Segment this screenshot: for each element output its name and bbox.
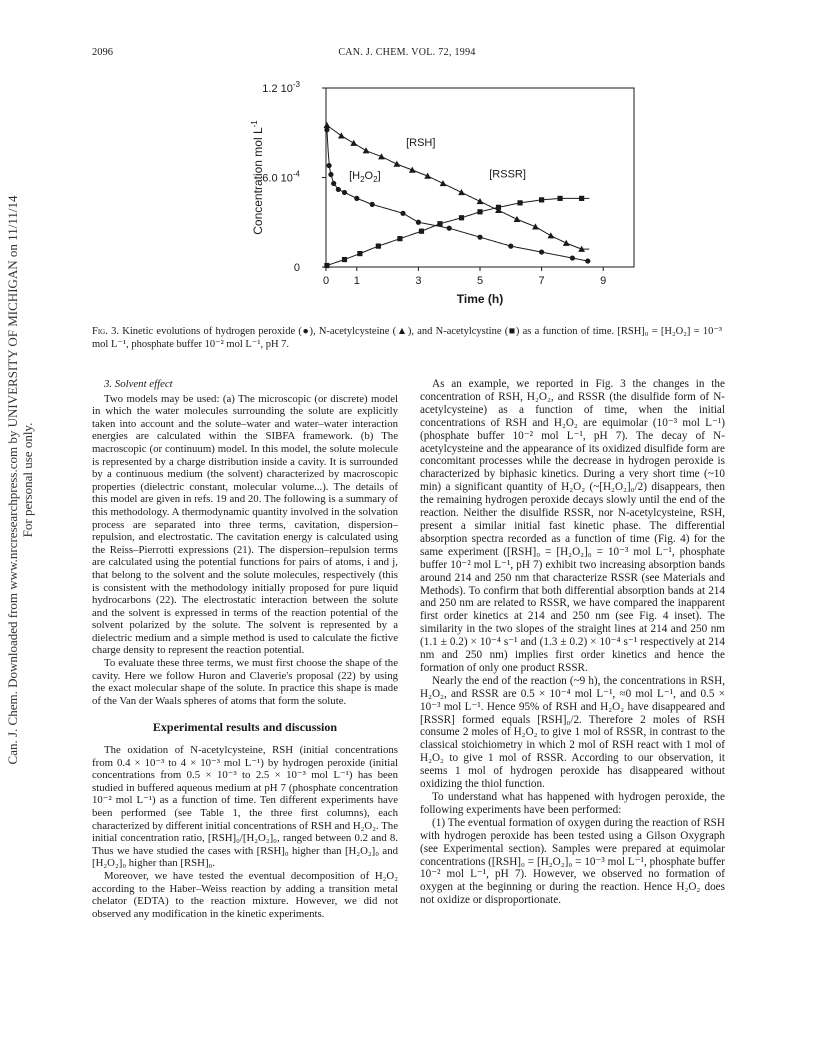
rsh-point — [363, 147, 370, 153]
rsh-point — [324, 122, 331, 128]
x-axis-title: Time (h) — [456, 292, 504, 306]
h2o2-point — [447, 226, 452, 231]
rssr-point — [459, 215, 464, 220]
paragraph: Nearly the end of the reaction (~9 h), the concentrations in RSH, H₂O₂, and RSSR are 0.5 × 10⁻⁴ mol L⁻¹, ≈0 mol L⁻¹, and 0.5 × 10⁻³ mol L⁻¹. Hence 95% of RSH and H₂O₂ have disappeared and [RSSR] formed equals [RSH]₀/2. Therefore 2 moles of RSH consume 2 moles of H₂O₂ to give 1 mol of RSSR, in contrast to the classical stoichiometry in which 2 mol of RSH react with 1 mol of H₂O₂ to give 1 mol of RSSR. According to our observation, it seems 1 mol of hydrogen peroxide has disappeared without oxidizing the thiol function. — [420, 674, 725, 791]
h2o2-point — [477, 235, 482, 240]
rssr-point — [539, 197, 544, 202]
paragraph: Two models may be used: (a) The microscopic (or discrete) model in which the water molecules surrounding the solute are explicitly taken into account and the solute–water and water–water interaction energies are calculated within the SIBFA framework. (b) The macroscopic (or continuum) model. In this model, the solute molecule is represented by a charge distribution inside a cavity. It is surrounded by a continuous medium (the solvent) characterized by macroscopic properties (dielectric constant, molecular volume...). The details of this model are given in refs. 19 and 20. The following is a summary of this methodology. A thermodynamic quantity involved in the solvation process are separated into three terms, cavitation, dispersion–repulsion, and electrostatic. The cavitation energy is calculated using the Reiss–Pierrotti expressions (21). The dispersion–repulsion terms are calculated using the potential functions for pairs of atoms, i and j, that belong to the solvent and the solute molecules, respectively (this is consistent with the methodology initially proposed for pure liquid hydrocarbons (22). The electrostatic interaction between the solute and the solvent is expressed in terms of the reaction potential of the solvent polarized by the solute. The solvent is represented by a dielectric medium and a simple method is used to calculate the fictive charge density to represent the reaction potential. — [92, 392, 398, 657]
h2o2-point — [336, 187, 341, 192]
h2o2-point — [570, 255, 575, 260]
h2o2-point — [326, 163, 331, 168]
h2o2-point — [508, 244, 513, 249]
h2o2-point — [539, 249, 544, 254]
y-axis-title: Concentration mol $L^{-1}$ — [250, 120, 265, 235]
page-number: 2096 — [92, 47, 113, 58]
h2o2-point — [370, 202, 375, 207]
h2o2-label-part: 2 — [360, 174, 365, 184]
rssr-point — [324, 263, 329, 268]
right-column — [420, 378, 725, 907]
paragraph: The oxidation of N-acetylcysteine, RSH (initial concentrations from 0.4 × 10⁻³ to 4 × 10⁻³ mol L⁻¹) by hydrogen peroxide (initial concentrations from 0.5 × 10⁻³ to 2.5 × 10⁻³ mol L⁻¹) has been studied in buffered aqueous medium at pH 7 (phosphate concentration 10⁻² mol L⁻¹) as a function of time. Ten different experiments have been performed (see Table 1, the three first columns), each characterized by different initial concentrations of RSH and H₂O₂. The initial concentration ratio, [RSH]₀/[H₂O₂]₀, ranged between 0.2 and 8. Thus we have studied the cases with [RSH]₀ higher than [H₂O₂]₀ and [H₂O₂]₀ higher than [RSH]₀. — [92, 744, 398, 870]
left-column — [92, 378, 398, 920]
rssr-point — [376, 244, 381, 249]
rsh-point — [338, 132, 345, 138]
watermark-line-1: Can. J. Chem. Downloaded from www.nrcresearchpress.com by UNIVERSITY OF MICHIGAN on 11/11/14 — [5, 195, 20, 765]
rsh-point — [532, 223, 539, 229]
paragraph: As an example, we reported in Fig. 3 the changes in the concentration of RSH, H₂O₂, and RSSR (the disulfide form of N-acetylcysteine) as a function of time, when the initial concentrations of RSH and H₂O₂ are equimolar (10⁻³ mol L⁻¹) (phosphate buffer 10⁻² mol L⁻¹, pH 7). The decay of N-acetylcysteine and the appearance of its oxidized disulfide form are concomitant processes while the decrease in hydrogen peroxide is characterized by biphasic kinetics. During a very short time (~10 min) a significant quantity of H₂O₂ (~[H₂O₂]₀/2) disappears, then the remaining hydrogen peroxide decays slowly until the end of the reaction. Neither the disulfide RSSR, nor N-acetylcysteine, RSH, present a similar initial fast kinetic phase. The differential absorption spectra recorded as a function of time (Fig. 4) for the same experiment ([RSH]₀ = [H₂O₂]₀ = 10⁻³ mol L⁻¹, phosphate buffer 10⁻² mol L⁻¹, pH 7) exhibit two increasing absorption bands around 214 and 250 nm that characterize RSSR (see Materials and Methods). To confirm that both differential absorption bands at 214 and 250 nm are related to RSSR, we have compared the inapparent first order kinetics at 214 and 250 nm (see Fig. 4 inset). The similarity in the two slopes of the straight lines at 214 and 250 nm (1.1 ± 0.2) × 10⁻⁴ s⁻¹ and (1.3 ± 0.2) × 10⁻⁴ s⁻¹ respectively at 214 nm and 250 nm) implies first order kinetics and hence the formation of only one product RSSR. — [420, 378, 725, 674]
y-tick-label: 1.2 $10^{-3}$ — [262, 80, 300, 95]
rssr-point — [517, 200, 522, 205]
caption-text: Kinetic evolutions of hydrogen peroxide (●), N-acetylcysteine (▲), and N-acetylcystine (■) as a function of time. [RSH]₀ = [H₂O₂] = 10⁻³ mol L⁻¹, phosphate buffer 10⁻² mol L⁻¹, pH 7. — [92, 326, 723, 350]
watermark-line-2: For personal use only. — [20, 422, 35, 538]
paragraph: Moreover, we have tested the eventual decomposition of H₂O₂ according to the Haber–Weiss reaction by adding a transition metal chelator (EDTA) to the reaction mixture. However, we did not observed any modification in the kinetic experiments. — [92, 869, 398, 920]
rssr-point — [397, 236, 402, 241]
h2o2-point — [585, 258, 590, 263]
rssr-point — [557, 196, 562, 201]
y-tick-exponent: -3 — [292, 80, 300, 89]
rsh-point — [393, 161, 400, 167]
x-tick-label: 5 — [476, 275, 484, 287]
rsh-point — [563, 240, 570, 246]
x-tick-label: 0 — [322, 275, 330, 287]
y-tick-label: 0 — [293, 262, 300, 274]
h2o2-label-part: 2 — [373, 174, 378, 184]
rssr-fit-curve — [327, 198, 589, 265]
rsh-point — [350, 140, 357, 146]
figure-caption — [92, 325, 722, 351]
rsh-point — [514, 216, 521, 222]
h2o2-label-part: O — [364, 169, 374, 182]
rssr-point — [496, 205, 501, 210]
h2o2-point — [342, 190, 347, 195]
y-tick-exponent: -4 — [292, 169, 300, 179]
rssr-point — [342, 257, 347, 262]
h2o2-point — [400, 211, 405, 216]
h2o2-point — [328, 172, 333, 177]
rsh-series-label: [RSH] — [406, 137, 436, 150]
rsh-point — [458, 189, 465, 195]
y-tick-label: 6.0 $10^{-4}$ — [262, 169, 300, 185]
x-tick-label: 3 — [415, 275, 422, 287]
caption-label: Fig. 3. — [92, 326, 119, 337]
kinetics-chart — [0, 0, 813, 320]
running-title: CAN. J. CHEM. VOL. 72, 1994 — [338, 47, 476, 58]
x-tick-label: 7 — [538, 275, 545, 287]
rsh-point — [440, 180, 447, 186]
figure-3 — [0, 0, 813, 320]
paragraph: To understand what has happened with hydrogen peroxide, the following experiments have been performed: — [420, 791, 725, 816]
rsh-point — [547, 232, 554, 238]
paragraph: To evaluate these three terms, we must first choose the shape of the cavity. Here we follow Huron and Claverie's proposal (22) by using the exact molecular shape of the solute. In practice this shape is made of the Van der Waals spheres of atoms that form the solute. — [92, 657, 398, 707]
rsh-point — [424, 173, 431, 179]
x-tick-label: 1 — [353, 275, 360, 287]
h2o2-point — [331, 181, 336, 186]
rssr-point — [477, 209, 482, 214]
x-tick-label: 9 — [600, 275, 607, 287]
h2o2-point — [324, 127, 329, 132]
section-subheading: 3. Solvent effect — [104, 378, 173, 390]
h2o2-label-part: ] — [377, 169, 381, 182]
h2o2-point — [416, 220, 421, 225]
rssr-point — [357, 251, 362, 256]
section-heading: Experimental results and discussion — [152, 720, 338, 735]
h2o2-series-label: $[H_2O_2]$ — [349, 169, 381, 184]
rssr-point — [437, 221, 442, 226]
rssr-point — [579, 196, 584, 201]
rssr-point — [419, 229, 424, 234]
rssr-series-label: [RSSR] — [489, 168, 526, 181]
y-axis-title-exponent: -1 — [250, 120, 259, 128]
rsh-point — [409, 167, 416, 173]
rsh-point — [477, 198, 484, 204]
rsh-point — [378, 153, 385, 159]
paragraph: (1) The eventual formation of oxygen during the reaction of RSH with hydrogen peroxide has been tested using a Gilson Oxygraph (see Experimental section). Samples were prepared at equimolar concentrations ([RSH]₀ = [H₂O₂]₀ = 10⁻³ mol L⁻¹, phosphate buffer 10⁻² mol L⁻¹, pH 7). However, we observed no formation of oxygen at the beginning or during the reaction. Hence H₂O₂ does not oxidize or disproportionate. — [420, 816, 725, 907]
h2o2-point — [354, 196, 359, 201]
